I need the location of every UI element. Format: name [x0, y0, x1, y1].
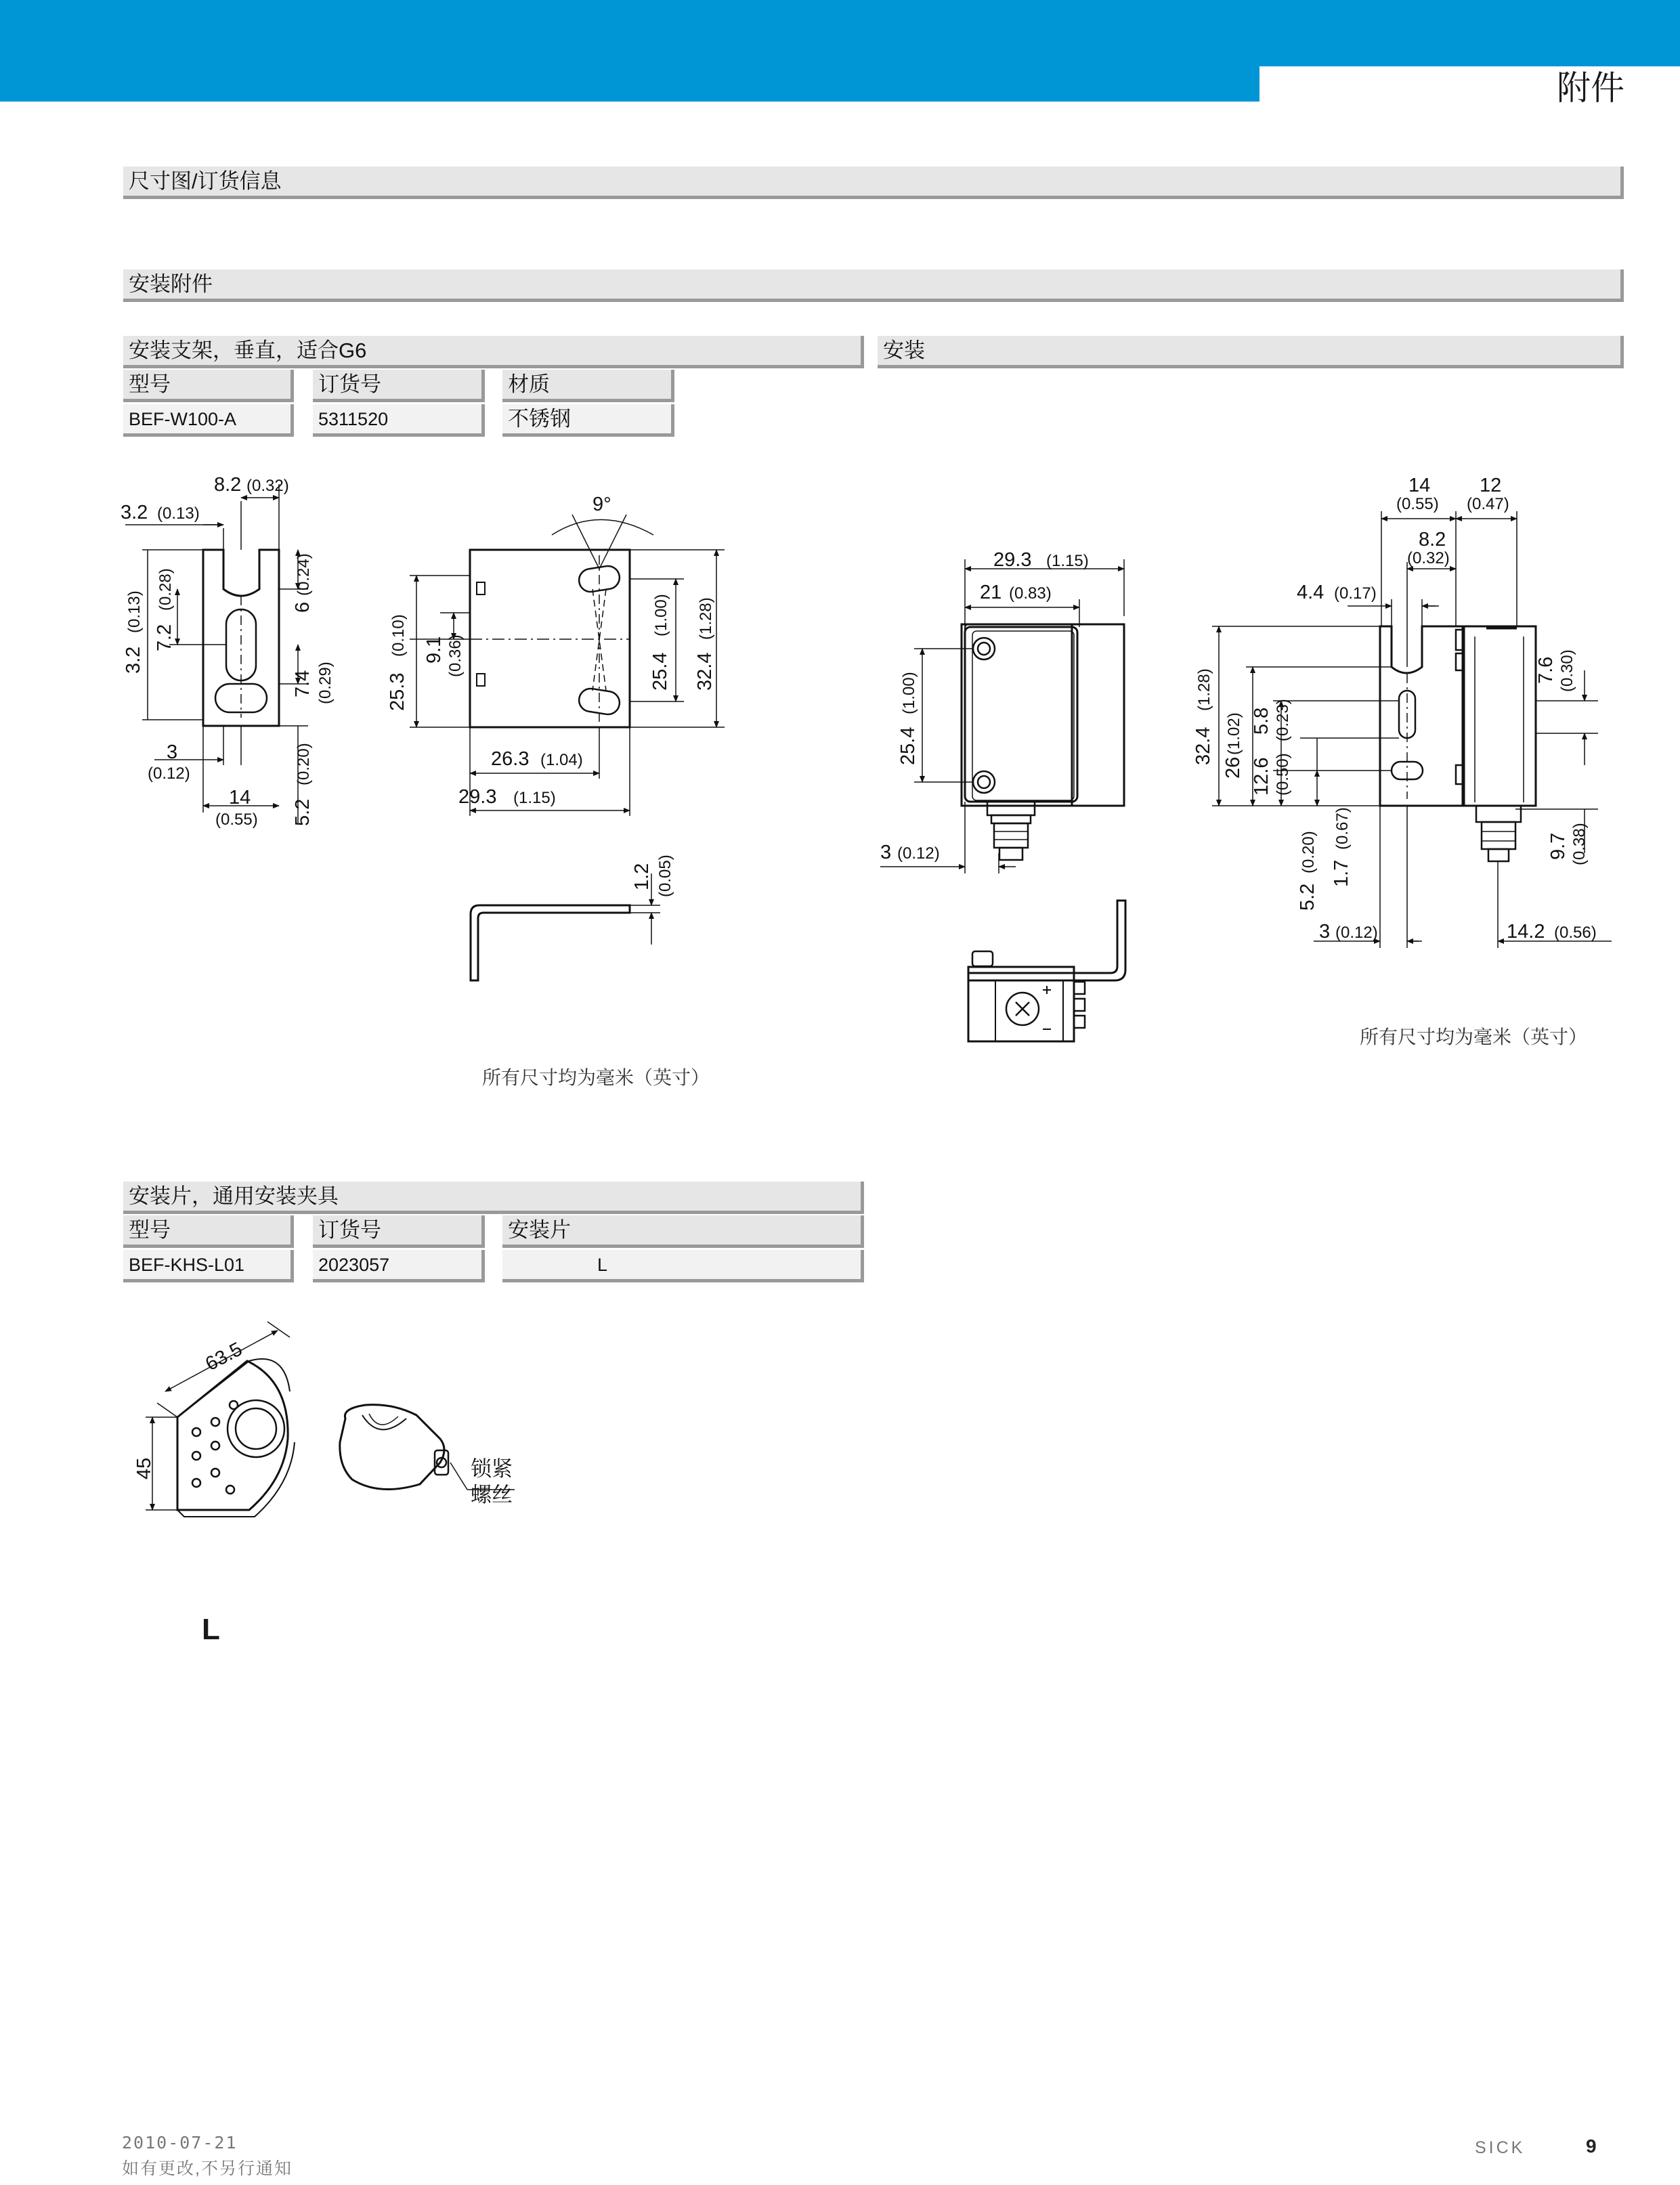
bracket-material: 不锈钢 — [502, 404, 674, 437]
dim-label: 7.6 — [1535, 656, 1557, 684]
plate-model: BEF-KHS-L01 — [123, 1250, 294, 1282]
dim-label-inch: (1.28) — [697, 597, 715, 640]
dim-label: 9.1 — [423, 636, 445, 664]
dim-label-inch: (0.12) — [148, 764, 190, 783]
plate-header-model: 型号 — [123, 1215, 294, 1248]
dim-label: 14 — [1408, 475, 1431, 496]
dim-label: 9.7 — [1547, 832, 1569, 860]
dim-label-inch: (0.13) — [157, 504, 200, 523]
dim-label: 3 — [167, 741, 178, 763]
mounting-plate-drawing — [146, 1322, 515, 1517]
sensor-top-view — [968, 901, 1125, 1041]
dim-label: 25.3 — [387, 672, 408, 711]
dim-label-inch: (1.15) — [513, 789, 556, 807]
dim-label-inch: (1.00) — [652, 594, 670, 636]
dim-label: 3.2 — [121, 502, 148, 523]
dim-label-inch: (0.20) — [1299, 831, 1318, 873]
sensor-front-view — [880, 559, 1124, 873]
dim-label-inch: (0.55) — [1396, 495, 1439, 513]
plate-order-no: 2023057 — [313, 1250, 485, 1282]
dim-label-inch: (0.29) — [316, 662, 335, 704]
plate-header-order-no: 订货号 — [313, 1215, 485, 1248]
dim-label-inch: (0.10) — [389, 614, 408, 657]
dim-label: 14 — [229, 787, 251, 808]
dim-label-inch: (0.17) — [1334, 584, 1377, 603]
dim-label-inch: (0.36) — [446, 634, 465, 677]
dim-label-inch: (0.50) — [1274, 753, 1292, 796]
dim-label: 21 — [980, 582, 1002, 603]
dim-label: 63.5 — [202, 1338, 246, 1376]
footer-date: 2010-07-21 — [122, 2133, 238, 2152]
dim-label-inch: (0.32) — [246, 477, 289, 495]
dim-label-inch: (0.83) — [1009, 584, 1052, 603]
bracket-order-no: 5311520 — [313, 404, 485, 437]
screw-label: 螺丝 — [471, 1483, 513, 1507]
dim-label-inch: (0.24) — [295, 553, 313, 596]
dim-label-inch: (1.28) — [1195, 668, 1213, 711]
dim-label-inch: (1.04) — [540, 751, 583, 769]
dim-label-inch: (1.02) — [1225, 712, 1243, 755]
dim-label-inch: (0.38) — [1570, 823, 1589, 865]
dim-label: 32.4 — [1192, 727, 1214, 765]
dim-label: 4.4 — [1297, 582, 1324, 603]
bracket-header-material: 材质 — [502, 370, 674, 402]
dim-label-inch: (0.12) — [897, 844, 940, 863]
dim-label-inch: (0.47) — [1467, 495, 1509, 513]
dim-label-inch: (1.15) — [1046, 552, 1089, 570]
dim-label: 1.2 — [631, 863, 653, 890]
plate-variant-label: L — [202, 1613, 220, 1646]
dim-label: 3 — [1319, 921, 1331, 943]
dim-label: 8.2 — [214, 474, 242, 496]
page-title: 附件 — [1557, 69, 1624, 107]
page-number: 9 — [1586, 2136, 1597, 2157]
dim-label-inch: (0.32) — [1407, 549, 1450, 567]
dim-label: 5.8 — [1251, 707, 1272, 735]
screw-label: 锁紧 — [471, 1457, 513, 1481]
bracket-title: 安装支架，垂直，适合G6 — [123, 336, 864, 368]
dim-label: 3 — [880, 842, 892, 863]
bracket-header-order-no: 订货号 — [313, 370, 485, 402]
dim-label-inch: (0.55) — [215, 810, 258, 829]
plate-type: L — [502, 1250, 864, 1282]
dim-label: 26.3 — [491, 748, 530, 770]
dim-label-inch: (0.13) — [125, 590, 144, 633]
dim-label: 7.2 — [154, 624, 175, 651]
dim-label: 8.2 — [1419, 529, 1446, 550]
dimensions-note: 所有尺寸均为毫米（英寸） — [1360, 1026, 1588, 1047]
dim-label-inch: (0.05) — [656, 854, 674, 897]
dim-label-inch: (0.30) — [1558, 649, 1576, 692]
section-dimensions-order-info: 尺寸图/订货信息 — [123, 167, 1624, 199]
dim-label-inch: (0.67) — [1333, 807, 1352, 850]
dim-label: 5.2 — [292, 798, 314, 826]
dim-label: 9° — [593, 494, 611, 515]
dim-label-inch: (0.23) — [1274, 699, 1292, 741]
footer-brand: SICK — [1475, 2138, 1526, 2157]
dim-label: 3.2 — [123, 646, 144, 674]
bracket-header-model: 型号 — [123, 370, 294, 402]
dim-label: 32.4 — [694, 652, 716, 691]
dim-label: 25.4 — [897, 727, 919, 765]
dim-label: 6 — [292, 601, 314, 613]
dim-label: 12 — [1480, 475, 1502, 496]
installation-title: 安装 — [878, 336, 1624, 368]
plate-title: 安装片，通用安装夹具 — [123, 1182, 864, 1214]
dim-label-inch: (1.00) — [900, 672, 918, 714]
dim-label-inch: (0.12) — [1335, 924, 1378, 942]
dim-label: 25.4 — [649, 652, 671, 691]
dim-label: 7.4 — [292, 670, 314, 697]
dim-label-inch: (0.20) — [295, 743, 313, 785]
dim-label: 5.2 — [1297, 883, 1318, 911]
dim-label: 29.3 — [458, 786, 497, 808]
dim-label: 14.2 — [1507, 921, 1545, 943]
dim-label: 12.6 — [1251, 757, 1272, 796]
dim-label: 26 — [1222, 756, 1244, 779]
dim-label: 1.7 — [1331, 859, 1352, 887]
dim-label: 29.3 — [993, 549, 1032, 571]
dimensions-note: 所有尺寸均为毫米（英寸） — [482, 1067, 710, 1088]
dim-label-inch: (0.56) — [1554, 924, 1597, 942]
bracket-model: BEF-W100-A — [123, 404, 294, 437]
dim-label: 45 — [133, 1457, 155, 1479]
section-mounting-accessories: 安装附件 — [123, 269, 1624, 302]
dim-label-inch: (0.28) — [156, 568, 175, 611]
footer-note: 如有更改,不另行通知 — [122, 2159, 293, 2178]
plate-header-plate: 安装片 — [502, 1215, 864, 1248]
